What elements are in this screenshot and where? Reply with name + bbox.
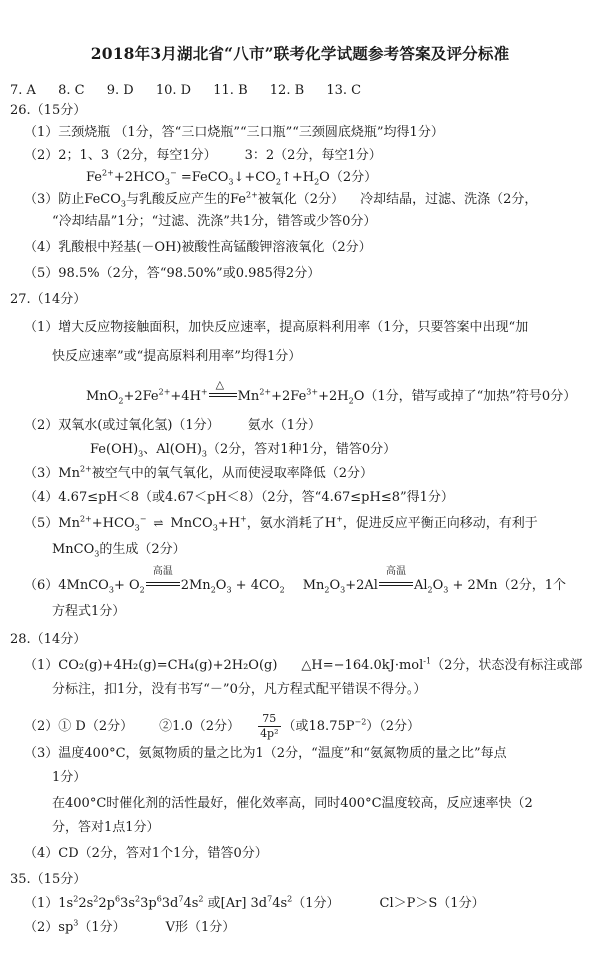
q27-part1: （1）增大反应物接触面积，加快反应速率，提高原料利用率（1分，只要答案中出现“加	[24, 320, 529, 335]
q27-part2-cont: $Fe(OH)_3$、$Al(OH)_3(2$分，答对1种1分，错答0分）	[90, 442, 397, 459]
q26-equation: $Fe^{2+}+2HCO_3^-$ $=FeCO_3↓+CO_2↑+H_2O(2$分）	[86, 168, 378, 187]
q28-part1-cont: 分标注，扣1分，没有书写“－”0分，凡方程式配平错误不得分。）	[52, 682, 427, 697]
q26-part4: （4）乳酸根中羟基(－OH)被酸性高锰酸钾溶液氧化（2分）	[24, 240, 372, 255]
q27-part4: （4）4.67≤pH＜8（或4.67＜pH＜8）（2分，答“4.67≤pH≤8”得1分）	[24, 490, 454, 505]
q27-part3: $(3)Mn^{2+}$被空气中的氧气氧化，从而使浸取率降低（2分）	[24, 464, 374, 481]
q27-part5-cont: MnCO$_3$的生成（2分）	[52, 542, 186, 559]
q28-part1: （1）CO₂(g)+4H₂(g)=CH₄(g)+2H₂O(g) △H=−164.0kJ·mol$^{-1}$（2分，状态没有标注或部	[24, 656, 583, 673]
q27-part6-cont: 方程式1分）	[52, 604, 126, 619]
mcq-item: 8. C	[58, 83, 85, 98]
q26-part5: （5）98.5%（2分，答“98.50%”或0.985得2分）	[24, 266, 321, 281]
q28-part3-cont2: 在400°C时催化剂的活性最好，催化效率高，同时400°C温度较高，反应速率快（2	[52, 796, 533, 811]
q27-heading: 27.（14分）	[10, 292, 87, 307]
q27-part5: $(5)Mn^{2+}+HCO_3^-$ ⇌ MnCO$_3$+H+，氨水消耗了H+，促进反应平衡正向移动，有利于	[24, 514, 538, 533]
mcq-item: 7. A	[10, 83, 36, 98]
q26-part1: （1）三颈烧瓶 （1分，答“三口烧瓶”“三口瓶”“三颈圆底烧瓶”均得1分）	[24, 125, 444, 140]
mcq-item: 10. D	[155, 83, 192, 98]
q27-part1-cont: 快反应速率”或“提高原料利用率”均得1分）	[52, 349, 302, 364]
mcq-item: 11. B	[213, 83, 248, 98]
q28-part3-cont3: 分，答对1点1分）	[52, 820, 160, 835]
q27-part2: （2）双氧水(或过氧化氢)（1分） 氨水（1分）	[24, 418, 321, 433]
q28-part2: （2）① D（2分） ②1.0（2分） $\frac{75}{\text{4p²}}$ （或$18.75P^{-2})(2$分）	[24, 712, 421, 740]
mcq-item: 12. B	[269, 83, 305, 98]
mcq-answers	[10, 83, 379, 99]
q27-equation-1: $MnO_2+2Fe^{2+}+4H^+$ △ $Mn^{2+}+2Fe^{3+}+2H_2O(1$分，错写或掉了“加热”符号0分）	[86, 378, 577, 406]
q28-part3-cont1: 1分）	[52, 770, 87, 785]
q26-part3-note: “冷却结晶”1分；“过滤、洗涤”共1分，错答或少答0分）	[52, 214, 377, 229]
q35-heading: 35.（15分）	[10, 872, 87, 887]
q35-part1: $(1)1s^22s^22p^63s^23p^63d^74s^2$ 或[Ar] $3d^74s^2(1$分） Cl＞P＞S（1分）	[24, 894, 485, 911]
q35-part2: $(2)sp^3(1$分） V形（1分）	[24, 918, 236, 935]
q26-heading: 26.（15分）	[10, 103, 87, 118]
mcq-item: 13. C	[326, 83, 362, 98]
page-title: 2018年3月湖北省“八市”联考化学试题参考答案及评分标准	[90, 44, 510, 63]
q28-heading: 28.（14分）	[10, 632, 87, 647]
mcq-item: 9. D	[106, 83, 134, 98]
q26-part3: （3）防止FeCO$_3$与乳酸反应产生的$Fe^{2+}$被氧化（2分） 冷却结晶，过滤、洗涤（2分，	[24, 190, 538, 209]
q27-part6: （6）4MnCO$_3$+ $O_2$ 高温 $2Mn_2O_3 + 4CO_2$ $Mn_2O_3+2Al$ 高温 $Al_2O_3 + 2Mn(2$分，1个	[24, 566, 567, 595]
q28-part3: （3）温度400°C，氨氮物质的量之比为1（2分，“温度”和“氨氮物质的量之比”每点	[24, 746, 507, 761]
q26-part2: （2）2；1、3（2分，每空1分） 3：2（2分，每空1分）	[24, 148, 382, 163]
q28-part4: （4）CD（2分，答对1个1分，错答0分）	[24, 846, 268, 861]
fraction: $\frac{75}{\text{4p²}}$	[260, 712, 279, 740]
